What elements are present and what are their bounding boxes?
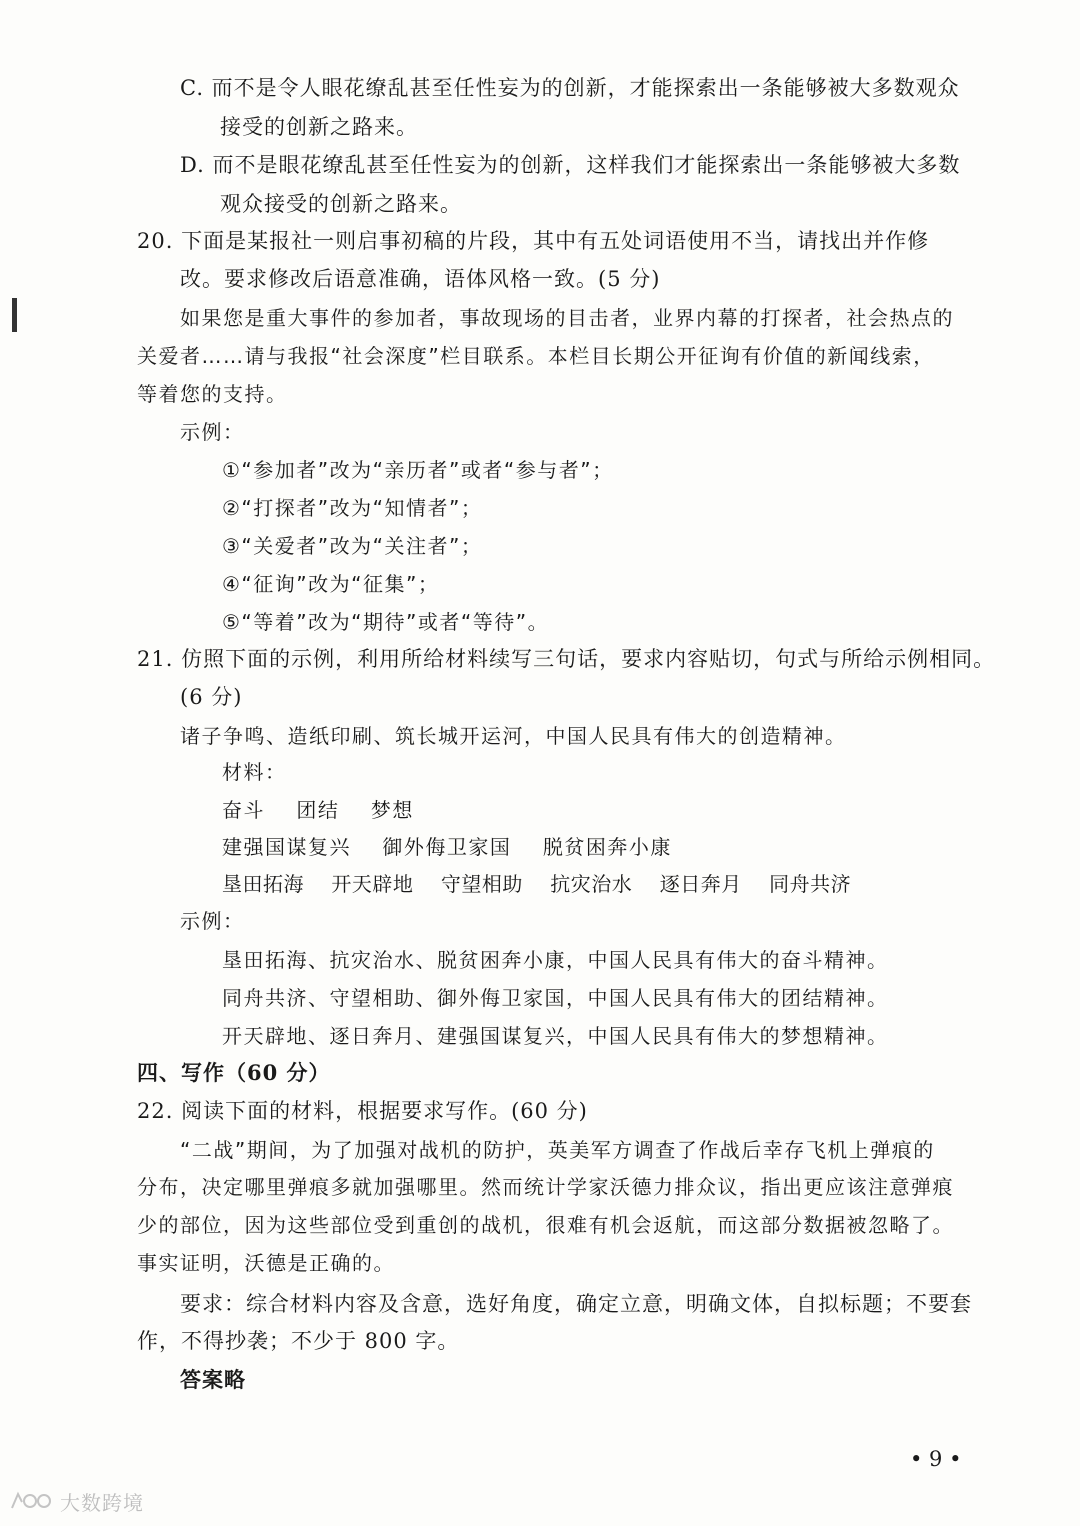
q21-stem-line1: 21. 仿照下面的示例，利用所给材料续写三句话，要求内容贴切，句式与所给示例相同。 xyxy=(137,647,996,671)
q22-requirement-line1: 要求：综合材料内容及含意，选好角度，确定立意，明确文体，自拟标题；不要套 xyxy=(180,1292,972,1316)
q20-passage-line1: 如果您是重大事件的参加者，事故现场的目击者，业界内幕的打探者，社会热点的 xyxy=(180,306,954,330)
q20-example-label: 示例： xyxy=(180,420,245,444)
q20-answer-item: ③“关爱者”改为“关注者”； xyxy=(222,534,483,558)
q20-passage-line3: 等着您的支持。 xyxy=(137,382,288,406)
q21-material-label: 材料： xyxy=(222,760,287,784)
q20-answer-item: ①“参加者”改为“亲历者”或者“参与者”； xyxy=(222,458,614,482)
q19-option-c-line1: C. 而不是令人眼花缭乱甚至任性妄为的创新，才能探索出一条能够被大多数观众 xyxy=(180,76,960,100)
q20-answer-item: ②“打探者”改为“知情者”； xyxy=(222,496,483,520)
watermark-logo-icon xyxy=(8,1490,54,1512)
q20-stem-line1: 20. 下面是某报社一则启事初稿的片段，其中有五处词语使用不当，请找出并作修 xyxy=(137,229,930,253)
q19-option-c-line2: 接受的创新之路来。 xyxy=(220,115,418,139)
q22-stem: 22. 阅读下面的材料，根据要求写作。(60 分) xyxy=(137,1099,588,1123)
section-heading-writing: 四、写作（60 分） xyxy=(137,1060,331,1085)
q21-material-row: 建强国谋复兴 御外侮卫家国 脱贫困奔小康 xyxy=(222,835,672,859)
q22-passage-line2: 分布，决定哪里弹痕多就加强哪里。然而统计学家沃德力排众议，指出更应该注意弹痕 xyxy=(137,1175,954,1199)
q21-answer-item: 垦田拓海、抗灾治水、脱贫困奔小康，中国人民具有伟大的奋斗精神。 xyxy=(222,948,889,972)
q21-material-row: 奋斗 团结 梦想 xyxy=(222,798,414,822)
q21-answer-item: 开天辟地、逐日奔月、建强国谋复兴，中国人民具有伟大的梦想精神。 xyxy=(222,1024,889,1048)
watermark xyxy=(8,1486,144,1516)
q22-passage-line1: “二战”期间，为了加强对战机的防护，英美军方调查了作战后幸存飞机上弹痕的 xyxy=(180,1138,935,1162)
q19-option-d-line1: D. 而不是眼花缭乱甚至任性妄为的创新，这样我们才能探索出一条能够被大多数 xyxy=(180,153,961,177)
q20-answer-item: ④“征询”改为“征集”； xyxy=(222,572,440,596)
q21-example-label: 示例： xyxy=(180,909,245,933)
q22-passage-line4: 事实证明，沃德是正确的。 xyxy=(137,1251,395,1275)
q21-answer-item: 同舟共济、守望相助、御外侮卫家国，中国人民具有伟大的团结精神。 xyxy=(222,986,889,1010)
q20-answer-item: ⑤“等着”改为“期待”或者“等待”。 xyxy=(222,610,550,634)
q21-sample-sentence: 诸子争鸣、造纸印刷、筑长城开运河，中国人民具有伟大的创造精神。 xyxy=(180,724,847,748)
q19-option-d-line2: 观众接受的创新之路来。 xyxy=(220,192,462,216)
q22-passage-line3: 少的部位，因为这些部位受到重创的战机，很难有机会返航，而这部分数据被忽略了。 xyxy=(137,1213,954,1237)
q21-stem-line2: (6 分) xyxy=(180,685,243,709)
watermark-text: 大数跨境 xyxy=(60,1490,144,1515)
q22-answer-omitted: 答案略 xyxy=(180,1367,246,1392)
q20-passage-line2: 关爱者……请与我报“社会深度”栏目联系。本栏目长期公开征询有价值的新闻线索， xyxy=(137,344,935,368)
margin-binding-mark xyxy=(12,298,17,332)
page-number: • 9 • xyxy=(910,1447,962,1471)
q21-material-row: 垦田拓海 开天辟地 守望相助 抗灾治水 逐日奔月 同舟共济 xyxy=(222,872,852,896)
q22-requirement-line2: 作，不得抄袭；不少于 800 字。 xyxy=(137,1329,460,1353)
q20-stem-line2: 改。要求修改后语意准确，语体风格一致。(5 分) xyxy=(180,267,661,291)
